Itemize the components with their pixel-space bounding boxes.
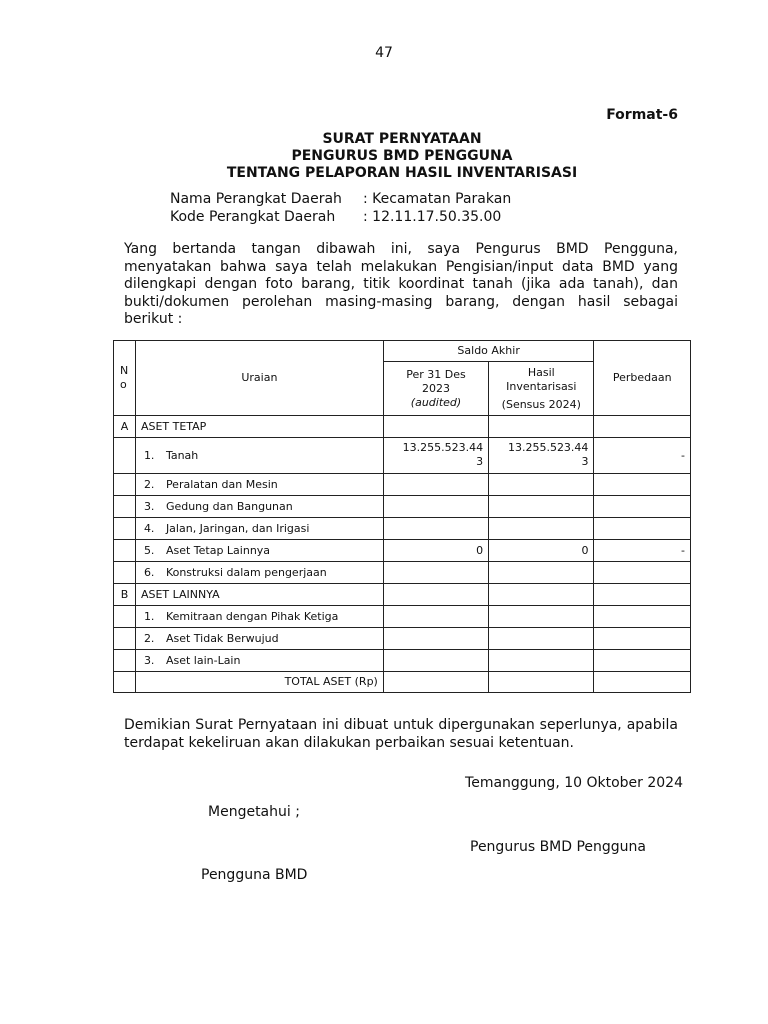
title-line-1: SURAT PERNYATAAN: [322, 131, 482, 147]
value-hasil-inventarisasi: 13.255.523.44 3: [489, 438, 594, 474]
section-label: ASET TETAP: [135, 416, 383, 438]
page-number: 47: [375, 45, 393, 61]
signatory-pengguna: Pengguna BMD: [201, 867, 308, 883]
closing-paragraph: Demikian Surat Pernyataan ini dibuat untuk dipergunakan seperlunya, apabila terdapat kekeliruan akan dilakukan perbaikan sesuai ketentuan.: [124, 717, 678, 751]
table-row: [114, 562, 691, 584]
item-label: 6. Konstruksi dalam pengerjaan: [135, 562, 383, 584]
table-row: [114, 540, 691, 562]
header-perbedaan: Perbedaan: [594, 341, 691, 416]
table-row: [114, 438, 691, 474]
agency-name-value: : Kecamatan Parakan: [363, 191, 512, 207]
header-saldo-akhir: Saldo Akhir: [383, 341, 594, 362]
item-label: 2. Aset Tidak Berwujud: [135, 628, 383, 650]
table-row: [114, 628, 691, 650]
agency-code-row: [170, 208, 511, 226]
table-row: [114, 584, 691, 606]
value-perbedaan: -: [594, 438, 691, 474]
agency-name-row: [170, 190, 511, 208]
total-label: TOTAL ASET (Rp): [135, 672, 383, 693]
item-label: 3. Aset lain-Lain: [135, 650, 383, 672]
item-label: 3. Gedung dan Bangunan: [135, 496, 383, 518]
table-row: [114, 474, 691, 496]
header-per-31-des: Per 31 Des 2023 (audited): [383, 362, 488, 416]
agency-name-label: Nama Perangkat Daerah: [170, 191, 342, 207]
item-label: 2. Peralatan dan Mesin: [135, 474, 383, 496]
table-row: [114, 518, 691, 540]
section-no: A: [114, 416, 136, 438]
total-row: [114, 672, 691, 693]
table-header-row: [114, 341, 691, 362]
intro-paragraph: Yang bertanda tangan dibawah ini, saya Pengurus BMD Pengguna, menyatakan bahwa saya telah melakukan Pengisian/input data BMD yang dilengkapi dengan foto barang, titik koordinat tanah (jika ada tanah), dan bukti/dokumen perolehan masing-masing barang, dengan hasil sebagai berikut :: [124, 241, 678, 327]
header-hasil-inventarisasi: Hasil Inventarisasi (Sensus 2024): [489, 362, 594, 416]
signatory-pengurus: Pengurus BMD Pengguna: [470, 839, 647, 855]
item-label: 4. Jalan, Jaringan, dan Irigasi: [135, 518, 383, 540]
item-label: 1. Tanah: [135, 438, 383, 474]
value-hasil-inventarisasi: 0: [489, 540, 594, 562]
format-label: Format-6: [606, 107, 678, 123]
section-no: B: [114, 584, 136, 606]
header-no: N o: [114, 341, 136, 416]
table-row: [114, 496, 691, 518]
agency-info: [170, 190, 511, 226]
acknowledged-label: Mengetahui ;: [208, 804, 300, 820]
header-uraian: Uraian: [135, 341, 383, 416]
section-label: ASET LAINNYA: [135, 584, 383, 606]
value-perbedaan: -: [594, 540, 691, 562]
place-date: Temanggung, 10 Oktober 2024: [465, 775, 683, 791]
agency-code-value: : 12.11.17.50.35.00: [363, 209, 502, 225]
value-per-31-des: 13.255.523.44 3: [383, 438, 488, 474]
table-row: [114, 606, 691, 628]
table-row: [114, 416, 691, 438]
item-label: 1. Kemitraan dengan Pihak Ketiga: [135, 606, 383, 628]
title-line-2: PENGURUS BMD PENGGUNA: [291, 148, 513, 164]
agency-code-label: Kode Perangkat Daerah: [170, 209, 336, 225]
value-per-31-des: 0: [383, 540, 488, 562]
inventory-table: [113, 340, 691, 693]
table-row: [114, 650, 691, 672]
title-line-3: TENTANG PELAPORAN HASIL INVENTARISASI: [226, 165, 578, 181]
document-title: [0, 131, 768, 182]
item-label: 5. Aset Tetap Lainnya: [135, 540, 383, 562]
